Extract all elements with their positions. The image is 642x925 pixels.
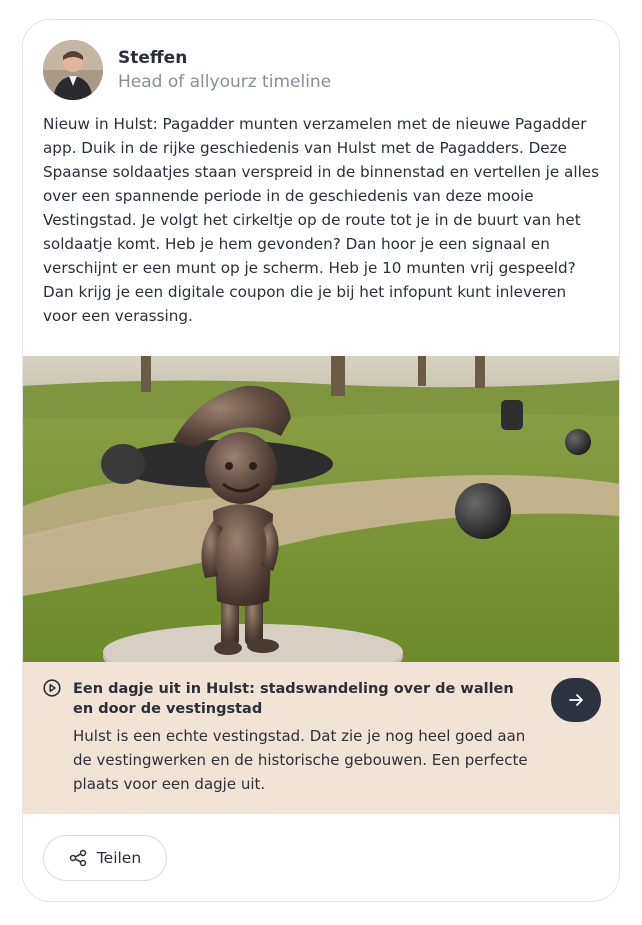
link-preview[interactable] [23, 662, 620, 814]
play-circle-icon [43, 679, 61, 697]
author-role: Head of allyourz timeline [118, 72, 332, 92]
card-footer [23, 814, 620, 902]
timeline-card [22, 19, 620, 902]
avatar[interactable] [43, 40, 103, 100]
share-icon [69, 849, 87, 867]
author-name: Steffen [118, 48, 188, 68]
share-button[interactable] [43, 835, 167, 881]
post-text: Nieuw in Hulst: Pagadder munten verzamelen met de nieuwe Pagadder app. Duik in de rijke geschiedenis van Hulst met de Pagadders. Deze Spaanse soldaatjes staan verspreid in de binnenstad en vertellen je alles over een spannende periode in de geschiedenis van deze mooie Vestingstad. Je volgt het cirkeltje op de route tot je in de buurt van het soldaatje komt. Heb je hem gevonden? Dan hoor je een signaal en verschijnt er een munt op je scherm. Heb je 10 munten vrij gespeeld? Dan krijg je een digitale coupon die je bij het infopunt kunt inleveren voor een verassing. [43, 115, 600, 325]
arrow-right-icon [567, 691, 585, 709]
post-photo [23, 356, 620, 662]
link-description: Hulst is een echte vestingstad. Dat zie je nog heel goed aan de vestingwerken en de historische gebouwen. Een perfecte plaats voor een dagje uit. [73, 727, 528, 793]
post-section [23, 20, 620, 356]
link-title[interactable]: Een dagje uit in Hulst: stadswandeling over de wallen en door de vestingstad [73, 681, 514, 717]
share-label: Teilen [96, 849, 142, 867]
open-link-button[interactable] [551, 678, 601, 722]
